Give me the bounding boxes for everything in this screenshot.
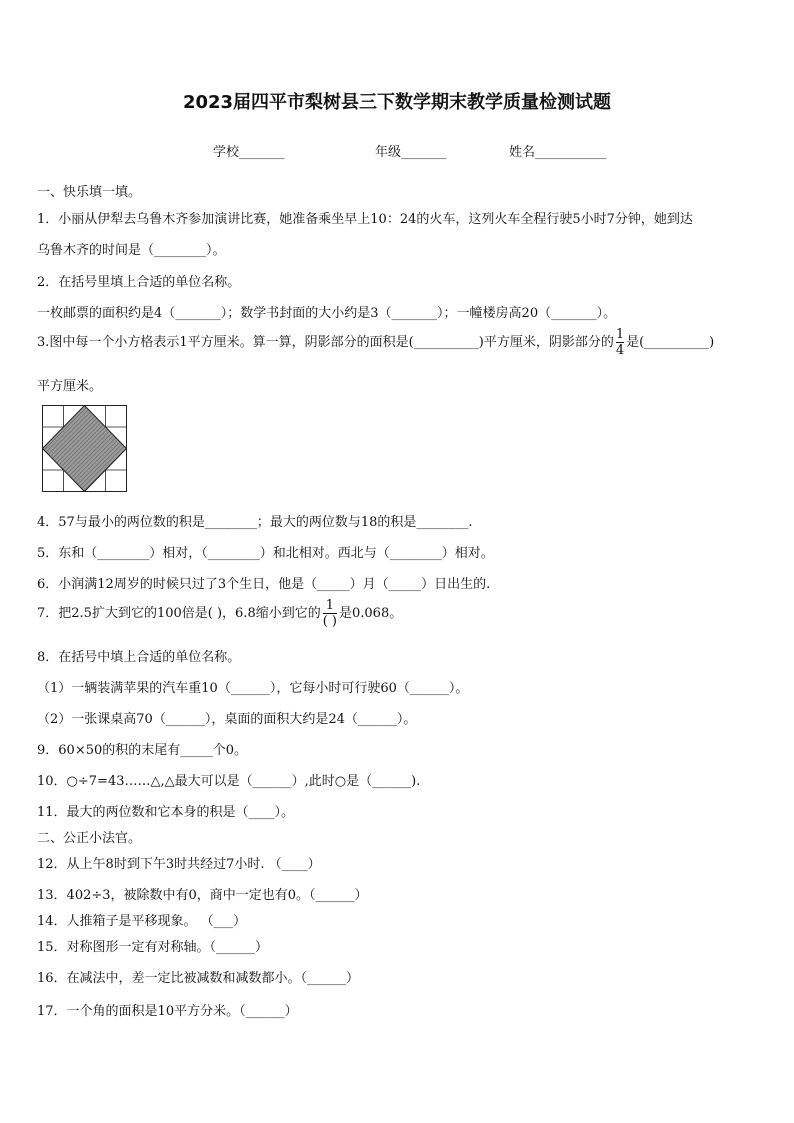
question-5: 5．东和（________）相对，（________）和北相对。西北与（________）相对。 — [37, 546, 494, 561]
section-heading-1: 一、快乐填一填。 — [37, 185, 142, 200]
question-11: 11．最大的两位数和它本身的积是（____）。 — [37, 805, 295, 820]
fraction-denominator: ( ) — [322, 614, 337, 629]
question-3-line-1 — [37, 327, 714, 358]
grade-field: 年级_______ — [375, 145, 447, 160]
question-17: 17．一个角的面积是10平方分米。（______） — [37, 1004, 298, 1019]
question-7-text-b: 是0.068。 — [339, 606, 403, 621]
question-16: 16．在减法中，差一定比被减数和减数都小。（______） — [37, 971, 360, 986]
question-12: 12．从上午8时到下午3时共经过7小时. （____） — [37, 857, 321, 872]
question-7 — [37, 598, 402, 629]
fraction-one-over-blank — [323, 598, 337, 629]
question-1-line-1: 1．小丽从伊犁去乌鲁木齐参加演讲比赛，她准备乘坐早上10：24的火车，这列火车全程行驶5小时7分钟，她到达 — [37, 212, 693, 227]
question-2-line-2: 一枚邮票的面积约是4（_______）；数学书封面的大小约是3（_______）；一幢楼房高20（_______）。 — [37, 306, 617, 321]
question-8-line-1: 8．在括号中填上合适的单位名称。 — [37, 650, 241, 665]
square-grid-figure — [42, 405, 128, 493]
question-9: 9．60×50的积的末尾有_____个0。 — [37, 743, 248, 758]
question-8-line-3: （2）一张课桌高70（______），桌面的面积大约是24（______）。 — [37, 712, 417, 727]
question-3-text-b: 是(__________) — [626, 335, 715, 350]
question-3-line-2: 平方厘米。 — [37, 379, 103, 394]
section-heading-2: 二、公正小法官。 — [37, 831, 142, 846]
question-7-text-a: 7．把2.5扩大到它的100倍是( )，6.8缩小到它的 — [37, 606, 321, 621]
question-4: 4．57与最小的两位数的积是________；最大的两位数与18的积是________. — [37, 515, 473, 530]
question-3-text-a: 3.图中每一个小方格表示1平方厘米。算一算，阴影部分的面积是(__________)平方厘米，阴影部分的 — [37, 335, 614, 350]
question-6: 6．小润满12周岁的时候只过了3个生日，他是（_____）月（_____）日出生的. — [37, 577, 491, 592]
name-field: 姓名___________ — [509, 145, 607, 160]
school-field: 学校_______ — [213, 145, 285, 160]
question-13: 13．402÷3，被除数中有0，商中一定也有0。（______） — [37, 888, 368, 903]
question-2-line-1: 2．在括号里填上合适的单位名称。 — [37, 275, 241, 290]
fraction-one-quarter — [616, 327, 624, 358]
question-8-line-2: （1）一辆装满苹果的汽车重10（______），它每小时可行驶60（______）。 — [37, 681, 469, 696]
page-title: 2023届四平市梨树县三下数学期末教学质量检测试题 — [182, 92, 612, 113]
fraction-denominator: 4 — [615, 343, 625, 358]
question-10: 10．○÷7=43……△,△最大可以是（______）,此时○是（______). — [37, 774, 421, 789]
question-14: 14．人推箱子是平移现象。 （___） — [37, 914, 247, 929]
fraction-numerator: 1 — [615, 327, 625, 342]
fraction-numerator: 1 — [325, 598, 334, 613]
question-15: 15．对称图形一定有对称轴。（______） — [37, 940, 269, 955]
question-1-line-2: 乌鲁木齐的时间是（________）。 — [37, 243, 226, 258]
